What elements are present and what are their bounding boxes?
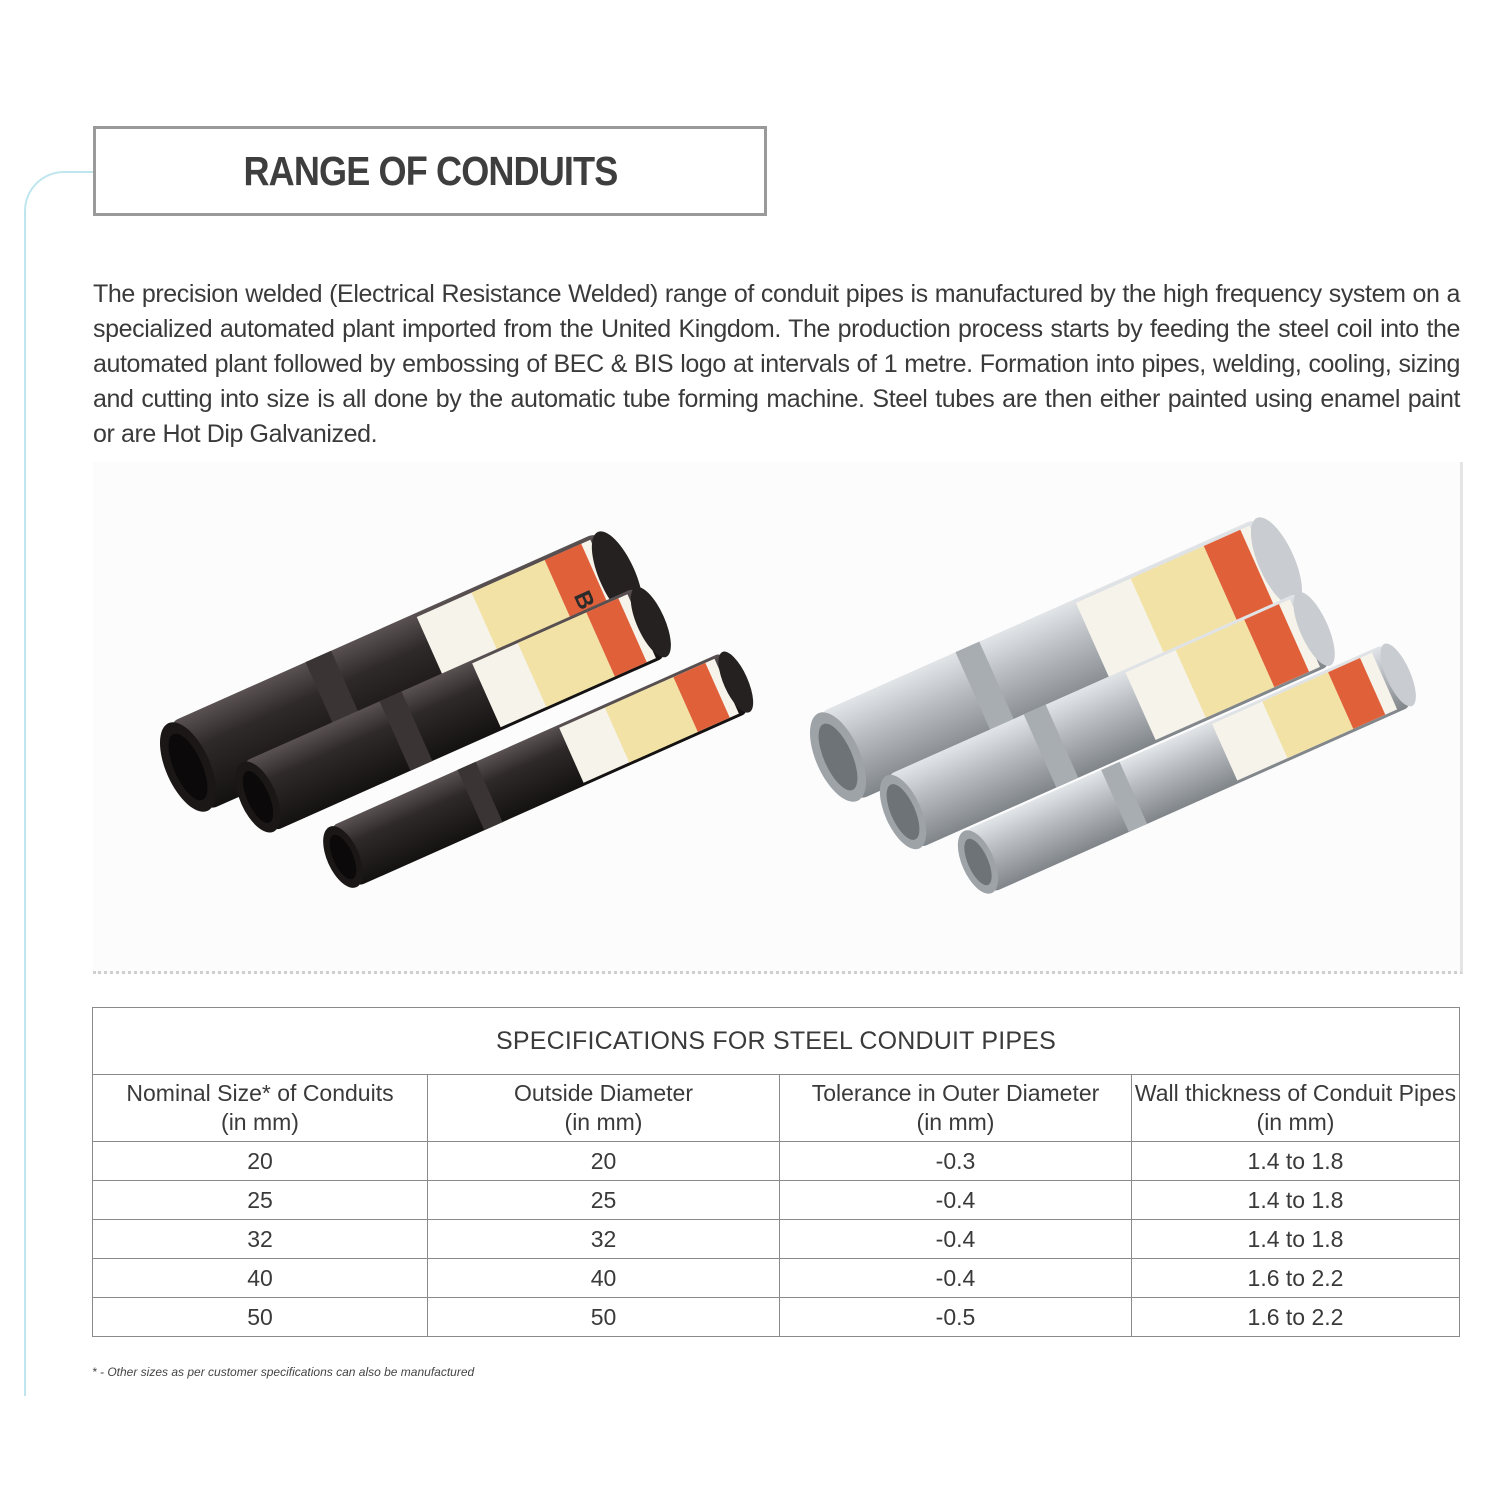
cell-nominal-size: 50 (93, 1298, 428, 1337)
page-title: RANGE OF CONDUITS (243, 147, 617, 194)
cell-tolerance: -0.4 (780, 1259, 1132, 1298)
conduit-pipes-illustration (93, 462, 1460, 971)
cell-outside-diameter: 25 (428, 1181, 780, 1220)
cell-nominal-size: 32 (93, 1220, 428, 1259)
specifications-table (92, 1007, 1460, 1337)
intro-paragraph: The precision welded (Electrical Resistance Welded) range of conduit pipes is manufactured by the high frequency system on a specialized automated plant imported from the United Kingdom. The production process starts by feeding the steel coil into the automated plant followed by embossing of BEC & BIS logo at intervals of 1 metre. Formation into pipes, welding, cooling, sizing and cutting into size is all done by the automatic tube forming machine. Steel tubes are then either painted using enamel paint or are Hot Dip Galvanized. (93, 280, 1460, 448)
table-row (93, 1181, 1460, 1220)
cell-outside-diameter: 40 (428, 1259, 780, 1298)
decorative-accent-line (24, 171, 96, 1396)
cell-tolerance: -0.4 (780, 1220, 1132, 1259)
cell-tolerance: -0.5 (780, 1298, 1132, 1337)
cell-nominal-size: 40 (93, 1259, 428, 1298)
product-photo (93, 462, 1463, 974)
cell-outside-diameter: 20 (428, 1142, 780, 1181)
header-outside-diameter: Outside Diameter (in mm) (428, 1075, 780, 1142)
cell-tolerance: -0.3 (780, 1142, 1132, 1181)
cell-outside-diameter: 32 (428, 1220, 780, 1259)
cell-wall-thickness: 1.4 to 1.8 (1132, 1142, 1460, 1181)
galvanized-conduit-group (798, 511, 1423, 900)
cell-nominal-size: 20 (93, 1142, 428, 1181)
cell-wall-thickness: 1.6 to 2.2 (1132, 1298, 1460, 1337)
table-caption: SPECIFICATIONS FOR STEEL CONDUIT PIPES (93, 1008, 1460, 1075)
header-tolerance: Tolerance in Outer Diameter (in mm) (780, 1075, 1132, 1142)
table-row (93, 1220, 1460, 1259)
title-box (93, 126, 767, 216)
table-row (93, 1142, 1460, 1181)
footnote: * - Other sizes as per customer specifications can also be manufactured (92, 1365, 475, 1379)
cell-outside-diameter: 50 (428, 1298, 780, 1337)
cell-tolerance: -0.4 (780, 1181, 1132, 1220)
cell-wall-thickness: 1.4 to 1.8 (1132, 1181, 1460, 1220)
table-row (93, 1298, 1460, 1337)
cell-wall-thickness: 1.4 to 1.8 (1132, 1220, 1460, 1259)
black-conduit-group (148, 525, 760, 894)
table-header-row (93, 1075, 1460, 1142)
header-nominal-size: Nominal Size* of Conduits (in mm) (93, 1075, 428, 1142)
cell-nominal-size: 25 (93, 1181, 428, 1220)
header-wall-thickness: Wall thickness of Conduit Pipes (in mm) (1132, 1075, 1460, 1142)
table-row (93, 1259, 1460, 1298)
cell-wall-thickness: 1.6 to 2.2 (1132, 1259, 1460, 1298)
